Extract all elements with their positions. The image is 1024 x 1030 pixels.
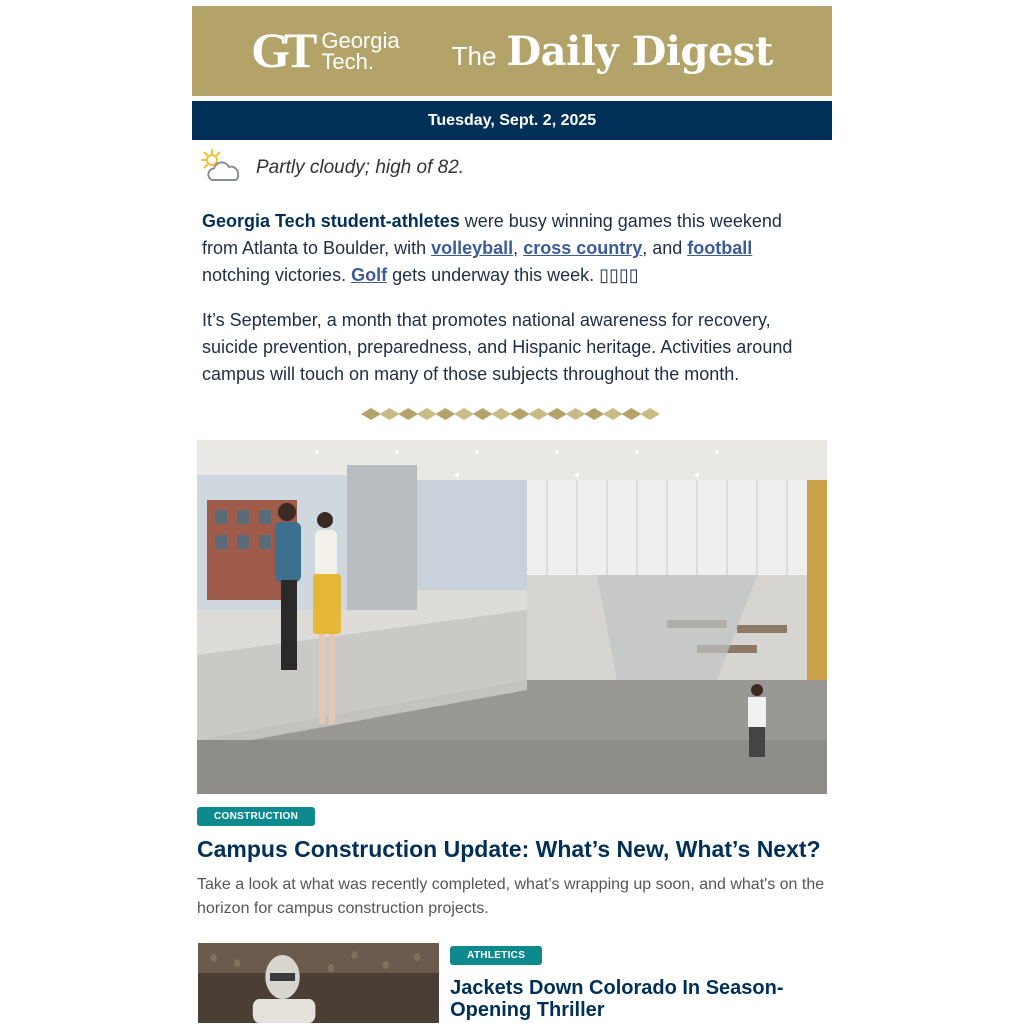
divider-diamond: [603, 408, 623, 420]
diamond-divider: [192, 406, 832, 426]
story-headline[interactable]: Jackets Down Colorado In Season-Opening Thriller: [450, 977, 784, 1021]
intro-text: ,: [513, 238, 524, 258]
georgia-tech-logo[interactable]: [251, 22, 400, 78]
intro-text: gets underway this week.: [387, 265, 600, 285]
category-tag[interactable]: CONSTRUCTION: [197, 807, 315, 826]
divider-diamond: [547, 408, 567, 420]
logo-wordmark: [321, 30, 399, 72]
second-story: [192, 943, 832, 1023]
story-headline[interactable]: Campus Construction Update: What’s New, What’s Next?: [197, 836, 821, 862]
divider-diamond: [361, 408, 381, 420]
issue-date: Tuesday, Sept. 2, 2025: [427, 111, 597, 129]
football-thumbnail-image[interactable]: [198, 943, 439, 1023]
title-main: Daily Digest: [506, 27, 773, 75]
category-tag[interactable]: ATHLETICS: [450, 946, 542, 965]
divider-diamond: [640, 408, 660, 420]
gt-logo-mark: GT: [251, 22, 312, 78]
divider-diamond: [398, 408, 418, 420]
date-bar: [192, 101, 832, 140]
logo-line-2: Tech.: [321, 49, 374, 74]
cross-country-link[interactable]: cross country: [523, 238, 643, 258]
intro-lead: Georgia Tech student-athletes: [202, 211, 460, 231]
intro-text: , and: [642, 238, 688, 258]
intro-section: [192, 196, 832, 388]
divider-diamond: [491, 408, 511, 420]
intro-text: notching victories.: [202, 265, 352, 285]
second-story-text: [450, 943, 832, 1023]
intro-paragraph-2: It’s September, a month that promotes national awareness for recovery, suicide prevention, preparedness, and Hispanic heritage. Activities around campus will touch on many of those subjects throughout the month.: [202, 310, 793, 384]
construction-hero-image[interactable]: [197, 440, 827, 794]
feature-story: [192, 794, 832, 921]
intro-paragraph-1: [202, 208, 822, 289]
divider-diamond: [473, 408, 493, 420]
emoji-placeholder: ▯▯▯▯: [599, 265, 639, 285]
divider-diamond: [621, 408, 641, 420]
divider-diamond: [417, 408, 437, 420]
golf-link[interactable]: Golf: [351, 265, 388, 285]
divider-diamond: [584, 408, 604, 420]
partly-cloudy-icon: [198, 148, 242, 188]
weather-text: Partly cloudy; high of 82.: [256, 157, 465, 178]
divider-diamond: [454, 408, 474, 420]
divider-diamond: [510, 408, 530, 420]
divider-diamond: [380, 408, 400, 420]
story-summary: Take a look at what was recently completed, what’s wrapping up soon, and what's on the horizon for campus construction projects.: [197, 876, 825, 917]
newsletter-title: [452, 28, 773, 75]
volleyball-link[interactable]: volleyball: [431, 238, 514, 258]
masthead: [192, 6, 832, 96]
title-prefix: The: [451, 40, 497, 71]
weather-row: [192, 140, 832, 196]
divider-diamond: [435, 408, 455, 420]
divider-ornament: [361, 406, 663, 422]
divider-diamond: [566, 408, 586, 420]
intro-text: were busy winning games this weekend from Atlanta to Boulder, with: [202, 211, 782, 258]
logo-line-1: Georgia: [321, 28, 400, 53]
football-link[interactable]: football: [687, 238, 753, 258]
divider-diamond: [528, 408, 548, 420]
newsletter: [192, 6, 832, 1023]
